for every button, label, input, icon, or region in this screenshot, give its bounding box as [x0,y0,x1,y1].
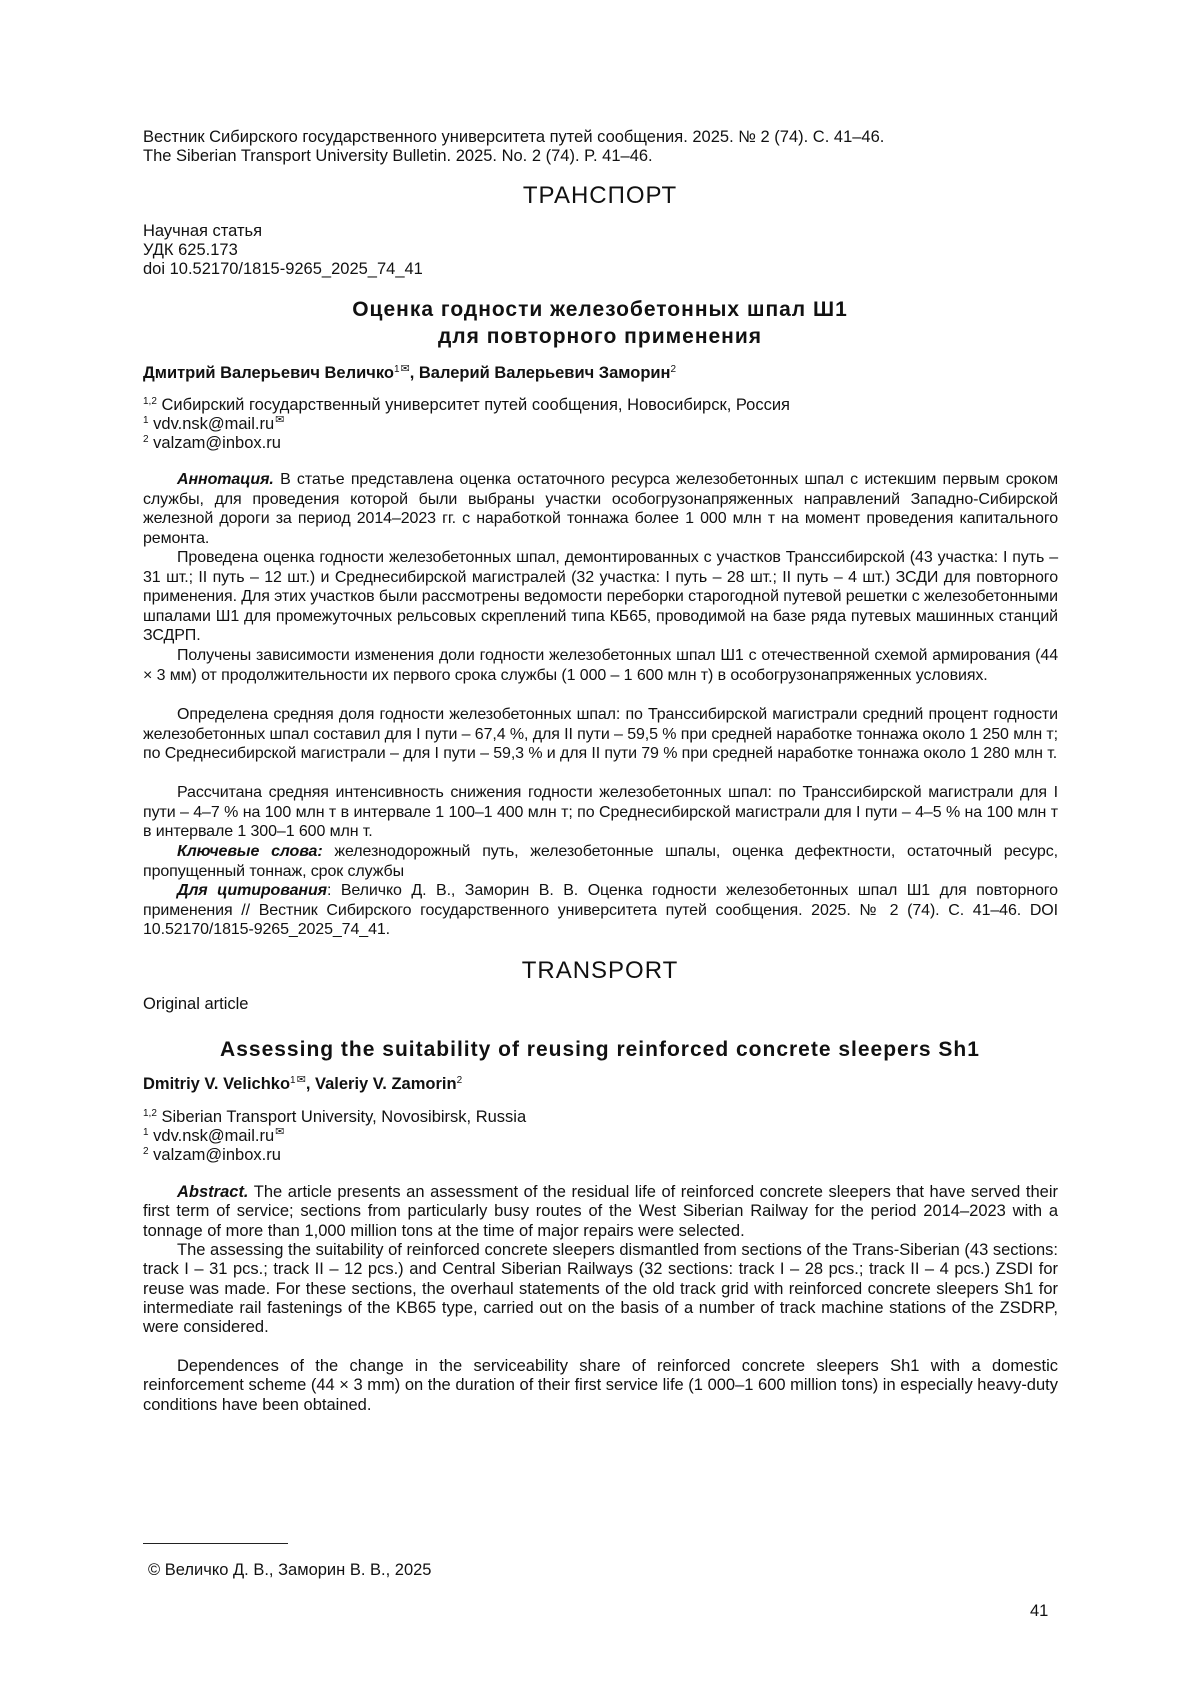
abstract-label-ru: Аннотация. [177,471,274,488]
journal-citation-ru: Вестник Сибирского государственного университета путей сообщения. 2025. № 2 (74). С. 41–46. [143,128,1058,147]
article-title-en: Assessing the suitability of reusing reinforced concrete sleepers Sh1 [0,1036,1200,1063]
abstract-en-p2: The assessing the suitability of reinforced concrete sleepers dismantled from sections of the Trans-Siberian (43 sections: track I – 31 pcs.; track II – 12 pcs.) and Central Siberian Railways (32 sections: track I – 28 pcs.; track II – 4 pcs.) ZSDI for reuse was made. For these sections, the overhaul statements of the old track grid with reinforced concrete sleepers Sh1 for intermediate rail fastenings of the KB65 type, carried out on the basis of a number of track machine stations of the ZSDRP, were considered. [143,1241,1058,1337]
email-2-sup: 2 [143,434,149,445]
email-1-link[interactable]: vdv.nsk@mail.ru [153,415,274,433]
email-2-ru [143,434,1058,453]
citation-label: Для цитирования [177,882,327,899]
affiliation-sup: 1,2 [143,396,157,407]
article-type-ru: Научная статья [143,222,1058,241]
copyright-notice: © Величко Д. В., Заморин В. В., 2025 [148,1561,431,1580]
author-2-sup: 2 [671,364,677,375]
citation-ru [143,881,1058,940]
journal-citation-en: The Siberian Transport University Bulletin. 2025. No. 2 (74). P. 41–46. [143,147,1058,166]
abstract-ru-p5: Рассчитана средняя интенсивность снижения годности железобетонных шпал: по Транссибирской магистрали для I пути – 4–7 % на 100 млн т в интервале 1 100–1 400 млн т; по Среднесибирской магистрали для I пути – 4–5 % на 100 млн т в интервале 1 300–1 600 млн т. [143,783,1058,842]
article-title-ru-line1: Оценка годности железобетонных шпал Ш1 [0,296,1200,323]
email-1-sup-en: 1 [143,1127,149,1138]
affiliation-text-en: Siberian Transport University, Novosibirsk, Russia [162,1108,527,1126]
abstract-ru-p4: Определена средняя доля годности железобетонных шпал: по Транссибирской магистрали средний процент годности железобетонных шпал составил для I пути – 67,4 %, для II пути – 59,5 % при средней наработке тоннажа около 1 250 млн т; по Среднесибирской магистрали – для I пути – 59,3 % и для II пути 79 % при средней наработке тоннажа около 1 280 млн т. [143,705,1058,764]
mail-icon: ✉ [297,1074,306,1086]
authors-en: Dmitriy V. Velichko1✉, Valeriy V. Zamorin2 [143,1075,462,1094]
mail-icon: ✉ [401,363,410,375]
affiliation-ru [143,396,1058,415]
section-heading-en: TRANSPORT [0,957,1200,985]
email-2-link-en[interactable]: valzam@inbox.ru [153,1146,281,1164]
mail-icon: ✉ [275,1126,284,1138]
keywords-text: железнодорожный путь, железобетонные шпалы, оценка дефектности, остаточный ресурс, пропущенный тоннаж, срок службы [143,843,1058,880]
email-1-ru [143,415,1058,434]
mail-icon: ✉ [275,414,284,426]
email-1-link-en[interactable]: vdv.nsk@mail.ru [153,1127,274,1145]
author-2-name-en: Valeriy V. Zamorin [315,1075,457,1093]
author-1-name-en: Dmitriy V. Velichko [143,1075,290,1093]
abstract-ru-p1-text: В статье представлена оценка остаточного ресурса железобетонных шпал с истекшим первым сроком службы, для проведения которой были выбраны участки особогрузонапряженных направлений Западно-Сибирской железной дороги за период 2014–2023 гг. с наработкой тоннажа более 1 000 млн т на момент проведения капитального ремонта. [143,471,1058,547]
author-2-sup-en: 2 [457,1075,463,1086]
doi-ru: doi 10.52170/1815-9265_2025_74_41 [143,260,1058,279]
author-2-name: Валерий Валерьевич Заморин [419,364,671,382]
article-page [0,0,1200,1697]
abstract-ru-p3: Получены зависимости изменения доли годности железобетонных шпал Ш1 с отечественной схемой армирования (44 × 3 мм) от продолжительности их первого срока службы (1 000 – 1 600 млн т) в особогрузонапряженных условиях. [143,646,1058,685]
section-heading-ru: ТРАНСПОРТ [0,182,1200,210]
abstract-en-p1 [143,1183,1058,1241]
keywords-ru [143,842,1058,881]
affiliation-text: Сибирский государственный университет путей сообщения, Новосибирск, Россия [162,396,790,414]
email-1-sup: 1 [143,415,149,426]
article-title-ru-line2: для повторного применения [0,323,1200,350]
affiliation-en [143,1108,1058,1127]
author-1-name: Дмитрий Валерьевич Величко [143,364,394,382]
udk-code: УДК 625.173 [143,241,1058,260]
abstract-ru-p2: Проведена оценка годности железобетонных шпал, демонтированных с участков Транссибирской (43 участка: I путь – 31 шт.; II путь – 12 шт.) и Среднесибирской магистралей (32 участка: I путь – 28 шт.; II путь – 4 шт.) ЗСДИ для повторного применения. Для этих участков были рассмотрены ведомости переборки старогодной путевой решетки с железобетонными шпалами Ш1 для промежуточных рельсовых скреплений типа КБ65, проводимой на базе ряда путевых машинных станций ЗСДРП. [143,548,1058,646]
email-1-en [143,1127,1058,1146]
author-1-sup-en: 1 [290,1075,296,1086]
email-2-sup-en: 2 [143,1146,149,1157]
page-number: 41 [1030,1602,1048,1621]
abstract-en-p1-text: The article presents an assessment of the residual life of reinforced concrete sleepers that have served their first term of service; sections from particularly busy routes of the West Siberian Railway for the period 2014–2023 with a tonnage of more than 1,000 million tons at the time of major repairs were selected. [143,1183,1058,1240]
article-type-en: Original article [143,995,1058,1014]
abstract-en-p3: Dependences of the change in the serviceability share of reinforced concrete sleepers Sh1 with a domestic reinforcement scheme (44 × 3 mm) on the duration of their first service life (1 000–1 600 million tons) in especially heavy-duty conditions have been obtained. [143,1357,1058,1415]
affiliation-sup-en: 1,2 [143,1108,157,1119]
abstract-label-en: Abstract. [177,1183,249,1201]
citation-text: : Величко Д. В., Заморин В. В. Оценка годности железобетонных шпал Ш1 для повторного применения // Вестник Сибирского государственного университета путей сообщения. 2025. № 2 (74). С. 41–46. DOI 10.52170/1815-9265_2025_74_41. [143,882,1058,938]
authors-ru: Дмитрий Валерьевич Величко1✉, Валерий Валерьевич Заморин2 [143,364,676,383]
abstract-ru-p1 [143,470,1058,548]
author-1-sup: 1 [394,364,400,375]
email-2-en [143,1146,1058,1165]
keywords-label: Ключевые слова: [177,843,323,860]
footnote-divider [143,1543,288,1544]
email-2-link[interactable]: valzam@inbox.ru [153,434,281,452]
